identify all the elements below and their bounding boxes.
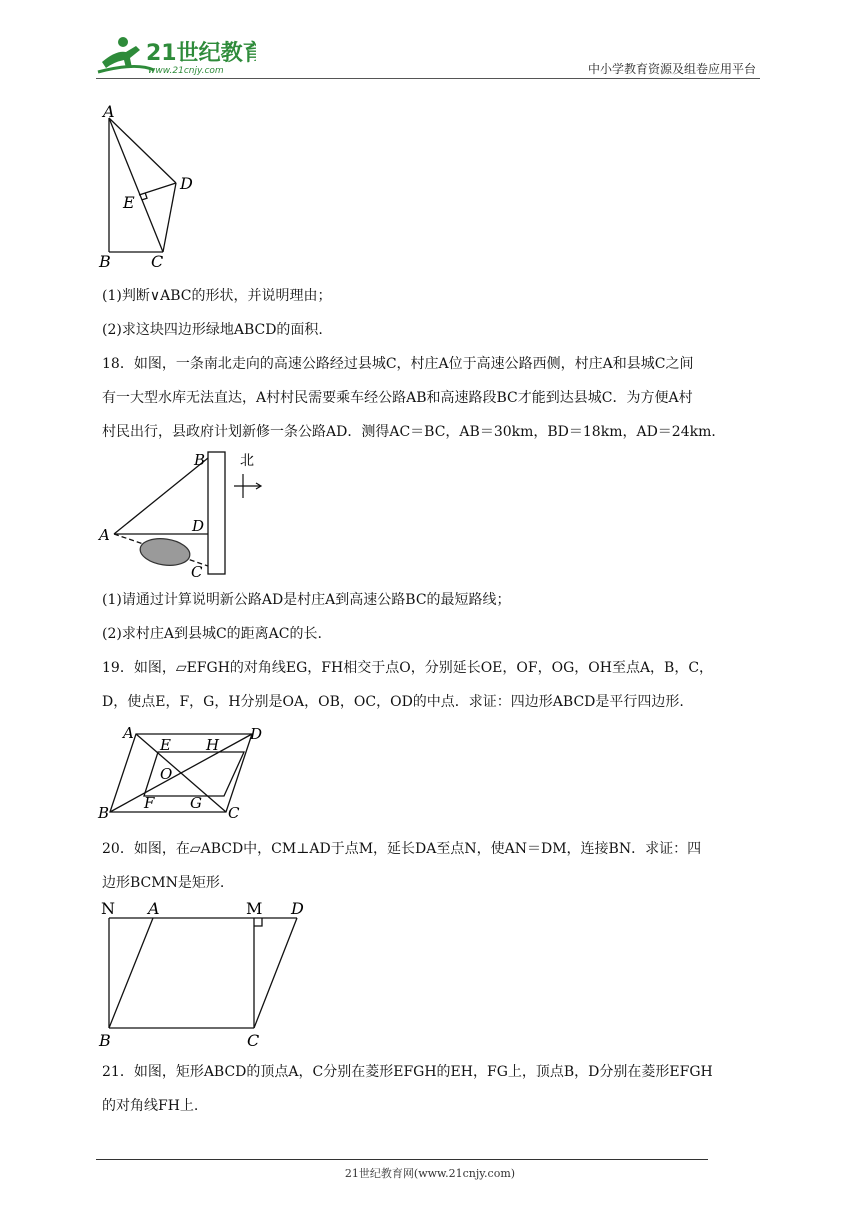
q20-line1: 20．如图，在▱ABCD中，CM⊥AD于点M，延长DA至点N，使AN＝DM，连接BN．求证：四 (102, 841, 702, 857)
q18-line3: 村民出行，县政府计划新修一条公路AD．测得AC＝BC，AB＝30km，BD＝18km，AD＝24km． (102, 424, 726, 440)
runner-logo-icon (96, 32, 256, 78)
label-a: A (103, 102, 115, 121)
label-e: E (123, 193, 135, 212)
label-d: D (291, 899, 304, 918)
q19-line1: 19．如图，▱EFGH的对角线EG，FH相交于点O，分别延长OE，OF，OG，OH至点A，B，C， (102, 660, 714, 676)
label-c: C (247, 1031, 260, 1050)
q18-line2: 有一大型水库无法直达，A村村民需要乘车经公路AB和高速路段BC才能到达县城C．为方便A村 (102, 390, 693, 406)
q18-sub2: (2)求村庄A到县城C的距离AC的长. (102, 626, 322, 642)
q18-sub1: (1)请通过计算说明新公路AD是村庄A到高速公路BC的最短路线； (102, 592, 511, 608)
header-platform-text: 中小学教育资源及组卷应用平台 (587, 62, 756, 76)
label-b: B (99, 252, 111, 271)
reservoir-shape (138, 536, 191, 569)
q19-line2: D，使点E，F，G，H分别是OA，OB，OC，OD的中点．求证：四边形ABCD是平行四边形. (102, 694, 684, 710)
label-o: O (160, 765, 173, 783)
label-h: H (206, 736, 220, 754)
logo-main-text: 21世纪教育 (146, 41, 256, 66)
label-a: A (123, 724, 134, 742)
label-b: B (194, 451, 206, 469)
label-d: D (180, 174, 193, 193)
q17-sub2: (2)求这块四边形绿地ABCD的面积. (102, 322, 323, 338)
label-a: A (148, 899, 160, 918)
q20-line2: 边形BCMN是矩形. (102, 875, 225, 891)
label-b: B (99, 1031, 111, 1050)
figure-q19 (96, 722, 276, 822)
label-d: D (192, 517, 205, 535)
footer-link[interactable]: 21世纪教育网(www.21cnjy.com) (344, 1167, 516, 1180)
north-label: 北 (240, 453, 254, 469)
label-c: C (191, 563, 203, 580)
label-n: N (101, 899, 115, 918)
label-f: F (144, 794, 155, 812)
q17-sub1: (1)判断∨ABC的形状，并说明理由； (102, 288, 332, 304)
figure-q18 (96, 448, 276, 580)
north-arrow-icon (234, 474, 261, 498)
q21-line1: 21．如图，矩形ABCD的顶点A，C分别在菱形EFGH的EH，FG上，顶点B，D分别在菱形EFGH (102, 1064, 713, 1080)
label-g: G (190, 794, 202, 812)
header-divider (96, 78, 760, 79)
figure-q20 (96, 896, 316, 1054)
label-c: C (151, 252, 164, 271)
logo-sub-text: www.21cnjy.com (148, 66, 224, 76)
footer-divider (96, 1159, 708, 1160)
label-b: B (98, 804, 110, 822)
label-c: C (228, 804, 240, 822)
q21-line2: 的对角线FH上. (102, 1098, 199, 1114)
figure-q17 (96, 100, 206, 272)
q18-line1: 18．如图，一条南北走向的高速公路经过县城C，村庄A位于高速公路西侧，村庄A和县城C之间 (102, 356, 694, 372)
site-logo (96, 32, 256, 78)
label-d: D (250, 725, 263, 743)
label-m: M (246, 899, 263, 918)
label-e: E (160, 736, 171, 754)
label-a: A (99, 526, 110, 544)
